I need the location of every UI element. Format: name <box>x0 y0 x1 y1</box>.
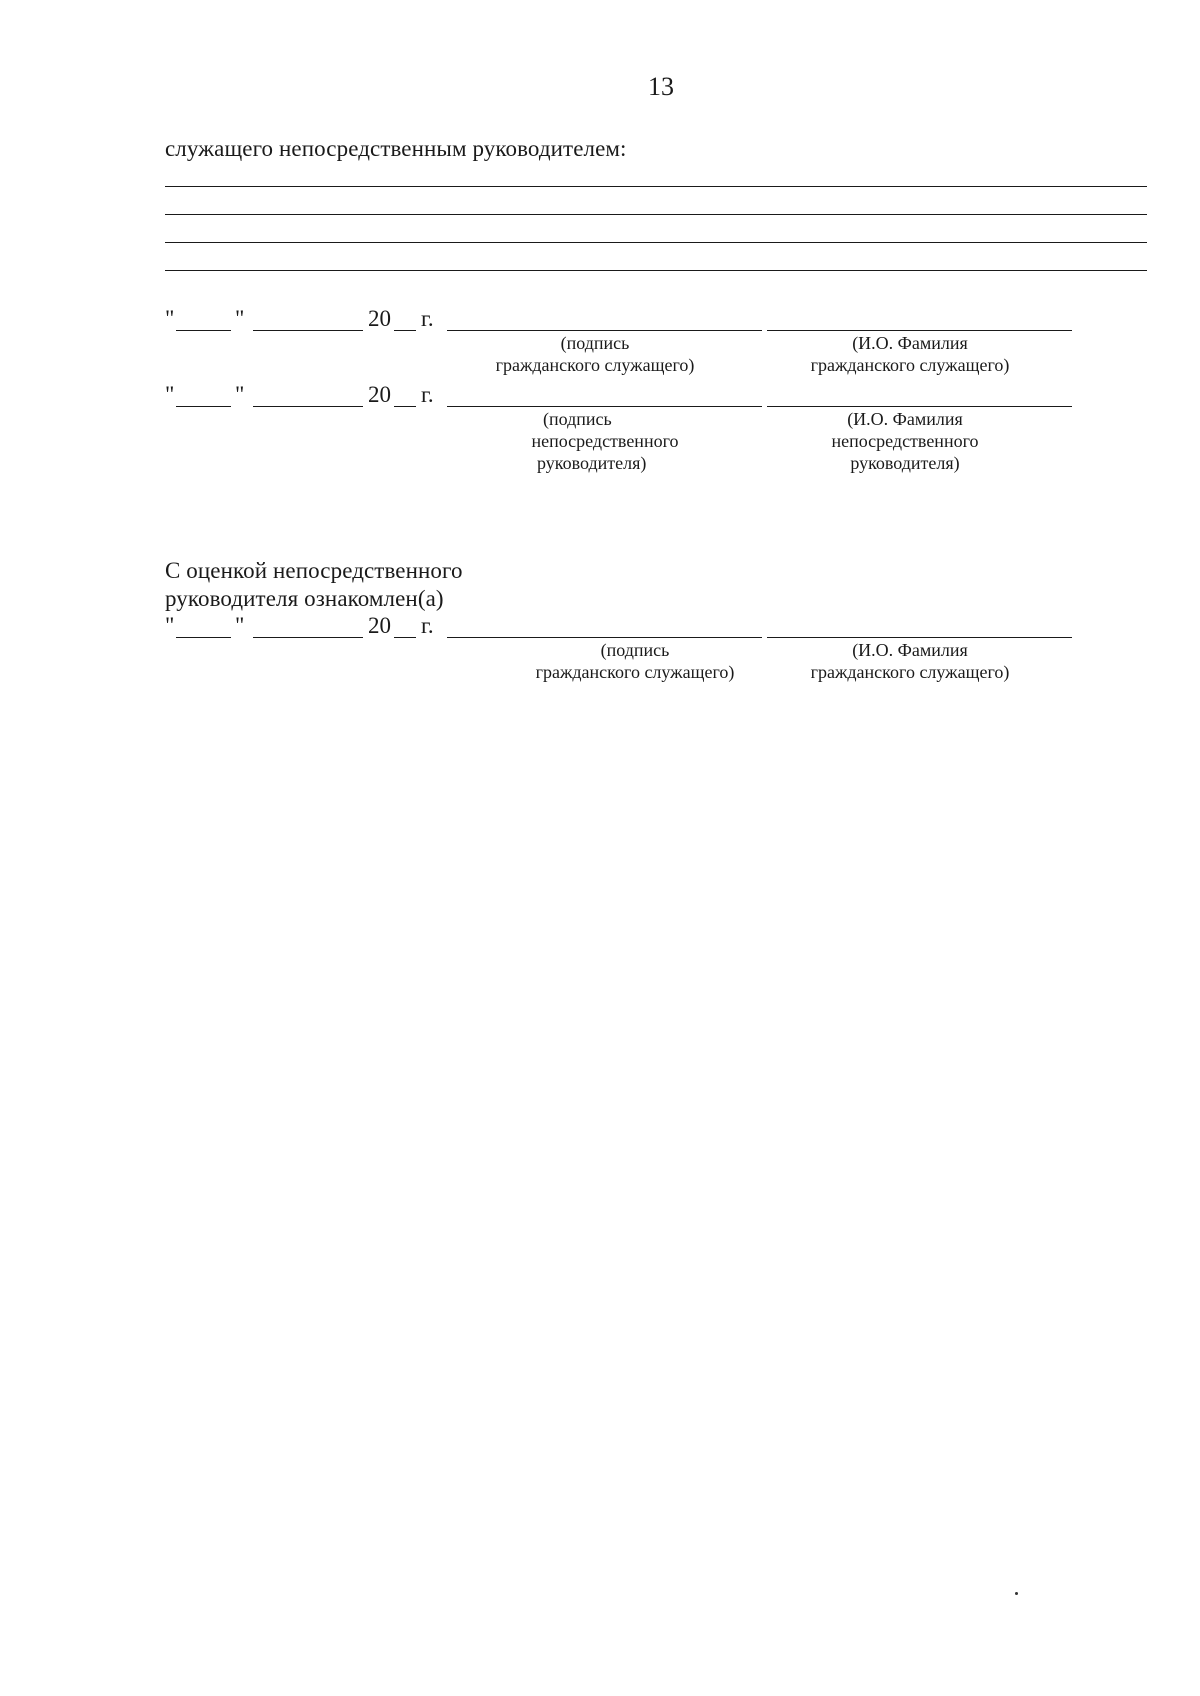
signature-caption-2: (подпись непосредственного руководителя) <box>531 409 679 473</box>
comment-line-1[interactable] <box>165 186 1147 187</box>
quote-open: " <box>165 382 175 407</box>
year-prefix: 20 <box>368 382 391 407</box>
year-blank[interactable] <box>394 637 416 638</box>
signature-blank[interactable] <box>447 330 762 331</box>
scan-dot <box>1015 1592 1018 1595</box>
name-blank[interactable] <box>767 330 1072 331</box>
day-blank[interactable] <box>176 330 231 331</box>
month-blank[interactable] <box>253 406 363 407</box>
signature-blank[interactable] <box>447 637 762 638</box>
year-suffix: г. <box>421 306 434 331</box>
day-blank[interactable] <box>176 406 231 407</box>
comment-line-3[interactable] <box>165 242 1147 243</box>
quote-open: " <box>165 613 175 638</box>
month-blank[interactable] <box>253 637 363 638</box>
day-blank[interactable] <box>176 637 231 638</box>
signature-caption-1: (подпись гражданского служащего) <box>495 333 695 375</box>
signature-caption-3: (подпись гражданского служащего) <box>535 640 735 682</box>
acknowledge-line-2: руководителя ознакомлен(а) <box>165 586 444 611</box>
page-number: 13 <box>648 72 674 101</box>
comment-line-2[interactable] <box>165 214 1147 215</box>
name-caption-3: (И.О. Фамилия гражданского служащего) <box>810 640 1010 682</box>
year-blank[interactable] <box>394 406 416 407</box>
name-blank[interactable] <box>767 637 1072 638</box>
signature-blank[interactable] <box>447 406 762 407</box>
quote-close: " <box>235 613 245 638</box>
acknowledge-line-1: С оценкой непосредственного <box>165 558 463 583</box>
quote-open: " <box>165 306 175 331</box>
intro-text: служащего непосредственным руководителем: <box>165 136 627 161</box>
quote-close: " <box>235 306 245 331</box>
year-suffix: г. <box>421 613 434 638</box>
name-caption-2: (И.О. Фамилия непосредственного руководителя) <box>831 409 979 473</box>
quote-close: " <box>235 382 245 407</box>
year-blank[interactable] <box>394 330 416 331</box>
name-caption-1: (И.О. Фамилия гражданского служащего) <box>810 333 1010 375</box>
year-prefix: 20 <box>368 306 391 331</box>
year-prefix: 20 <box>368 613 391 638</box>
year-suffix: г. <box>421 382 434 407</box>
comment-line-4[interactable] <box>165 270 1147 271</box>
name-blank[interactable] <box>767 406 1072 407</box>
month-blank[interactable] <box>253 330 363 331</box>
